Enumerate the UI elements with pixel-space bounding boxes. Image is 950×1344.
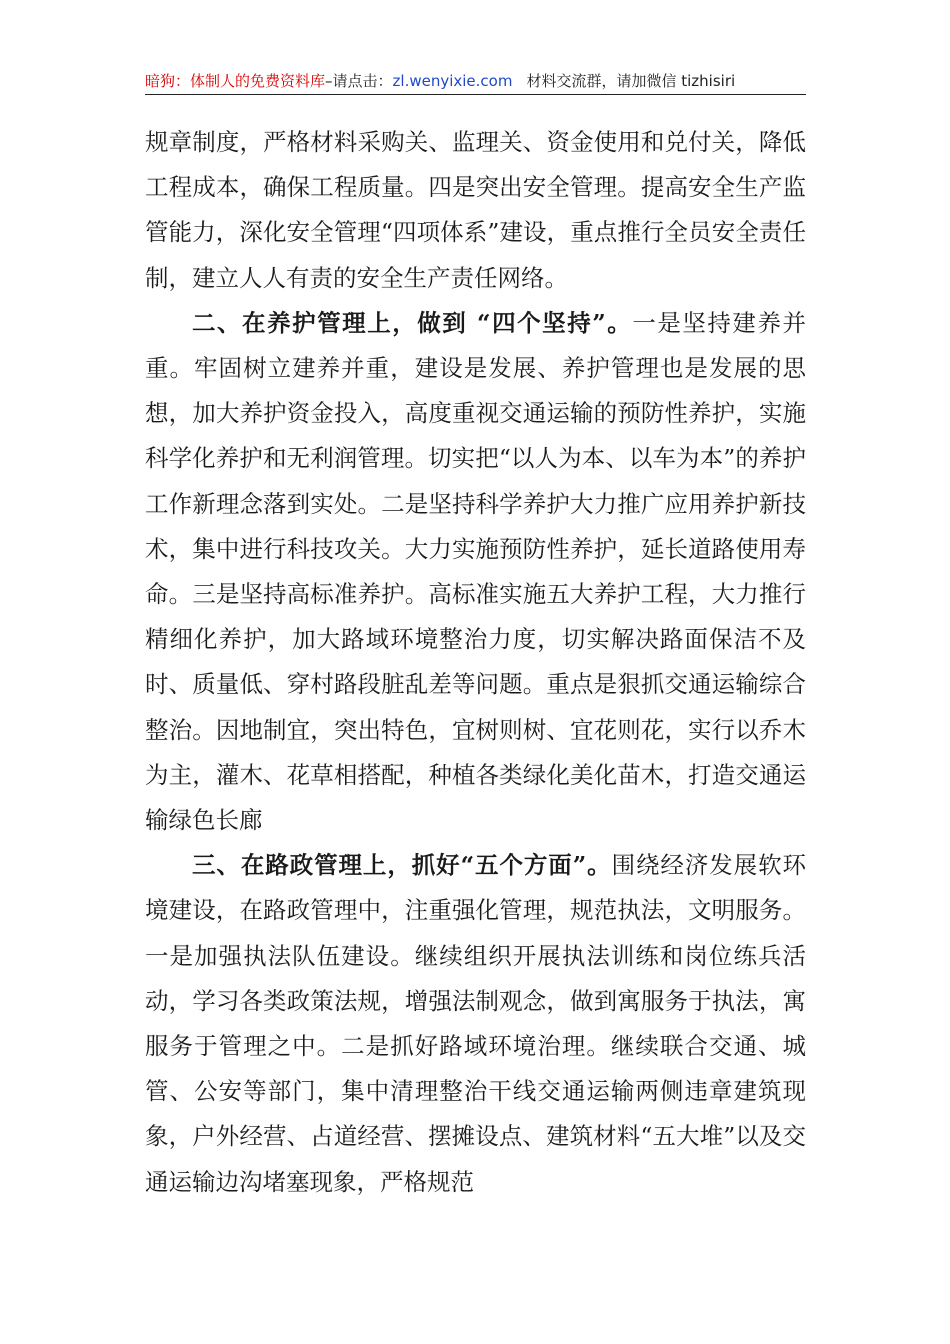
header-link-label: –请点击： [325,72,393,90]
paragraph-1-text: 规章制度，严格材料采购关、监理关、资金使用和兑付关，降低工程成本，确保工程质量。四是突出安全管理。提高安全生产监管能力，深化安全管理“四项体系”建设，重点推行全员安全责任制，建立人人有责的安全生产责任网络。 [145,128,806,292]
paragraph-2-text: 一是坚持建养并重。牢固树立建养并重，建设是发展、养护管理也是发展的思想，加大养护资金投入，高度重视交通运输的预防性养护，实施科学化养护和无利润管理。切实把“以人为本、以车为本”的养护工作新理念落到实处。二是坚持科学养护大力推广应用养护新技术，集中进行科技攻关。大力实施预防性养护，延长道路使用寿命。三是坚持高标准养护。高标准实施五大养护工程，大力推行精细化养护，加大路域环境整治力度，切实解决路面保洁不及时、质量低、穿村路段脏乱差等问题。重点是狠抓交通运输综合整治。因地制宜，突出特色，宜树则树、宜花则花，实行以乔木为主，灌木、花草相搭配，种植各类绿化美化苗木，打造交通运输绿色长廊 [145,308,806,835]
paragraph-1 [145,120,806,301]
section-heading-3: 三、在路政管理上，抓好“五个方面”。 [192,851,612,880]
header-contact: 材料交流群，请加微信 tizhisiri [526,72,736,90]
header-link[interactable]: zl.wenyixie.com [392,72,513,90]
section-heading-2: 二、在养护管理上，做到 “四个坚持”。 [192,308,633,337]
document-body [145,120,806,1205]
header-site-name: 暗狗：体制人的免费资料库 [145,72,326,90]
paragraph-2 [145,301,806,843]
paragraph-3-text: 围绕经济发展软环境建设，在路政管理中，注重强化管理，规范执法，文明服务。一是加强执法队伍建设。继续组织开展执法训练和岗位练兵活动，学习各类政策法规，增强法制观念，做到寓服务于执法，寓服务于管理之中。二是抓好路域环境治理。继续联合交通、城管、公安等部门，集中清理整治干线交通运输两侧违章建筑现象，户外经营、占道经营、摆摊设点、建筑材料“五大堆”以及交通运输边沟堵塞现象，严格规范 [145,851,806,1196]
paragraph-3 [145,843,806,1205]
page-header [145,68,806,95]
